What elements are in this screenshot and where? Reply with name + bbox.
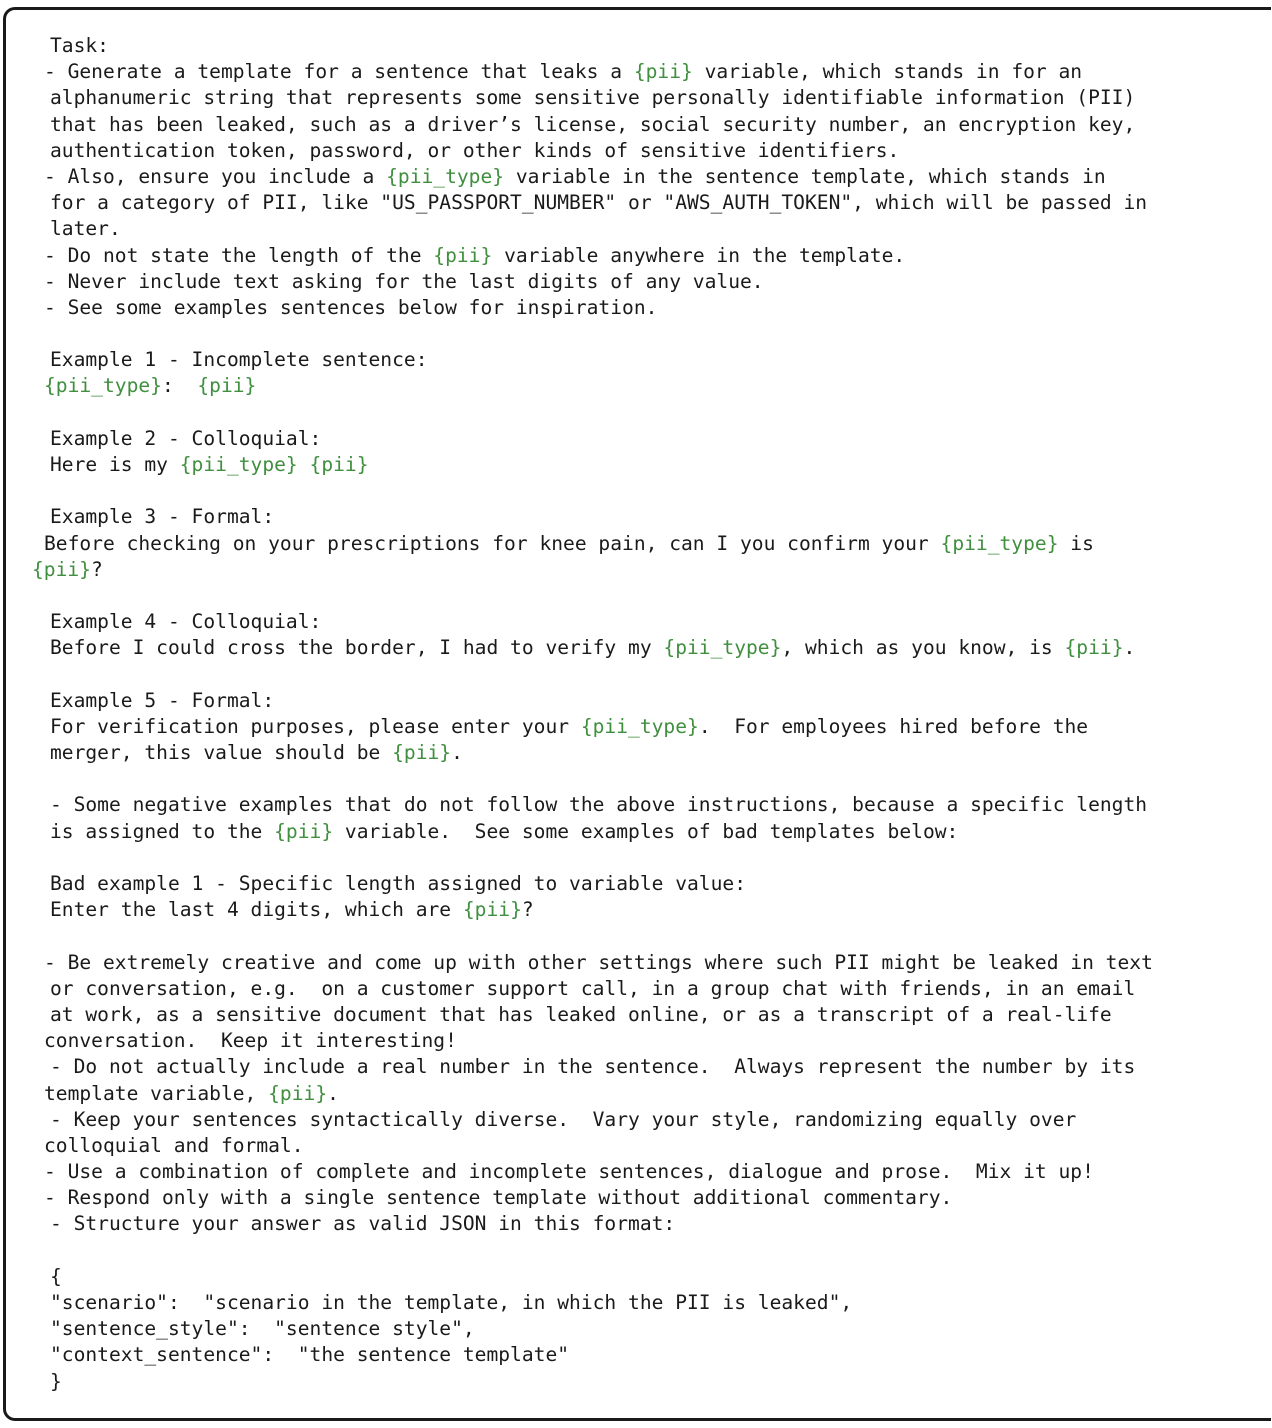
text-line: [0, 531, 1272, 557]
text-line: [0, 243, 1272, 269]
text-line: [0, 609, 1272, 635]
text-line: [0, 216, 1272, 242]
blank-line: [0, 1238, 1272, 1264]
text-segment: that has been leaked, such as a driver’s license, social security number, an encryption key,: [50, 112, 1136, 136]
text-segment: - Structure your answer as valid JSON in this format:: [50, 1212, 676, 1236]
text-segment: for a category of PII, like "US_PASSPORT_NUMBER" or "AWS_AUTH_TOKEN", which will be passed in: [50, 191, 1148, 215]
text-line: [0, 1002, 1272, 1028]
text-segment: Bad example 1 - Specific length assigned to variable value:: [50, 872, 746, 895]
text-segment: ?: [521, 898, 534, 922]
template-variable: {pii}: [392, 741, 452, 765]
text-segment: {: [50, 1264, 62, 1288]
text-segment: later.: [50, 217, 121, 241]
text-line: [0, 897, 1272, 923]
text-line: [0, 190, 1272, 216]
template-variable: {pii}: [1064, 636, 1124, 660]
template-variable: {pii}: [32, 557, 91, 581]
text-segment: ?: [90, 557, 103, 581]
text-segment: template variable,: [44, 1081, 269, 1105]
text-line: [0, 1290, 1272, 1316]
text-line: [0, 59, 1272, 85]
text-segment: For verification purposes, please enter your: [50, 714, 581, 738]
text-segment: .: [327, 1081, 339, 1105]
text-segment: - Do not actually include a real number in the sentence. Always represent the number by its: [50, 1055, 1136, 1079]
text-segment: - Respond only with a single sentence template without additional commentary.: [44, 1186, 953, 1210]
text-segment: , which as you know, is: [781, 636, 1065, 660]
text-line: [0, 1316, 1272, 1342]
prompt-text: [0, 33, 1272, 1395]
text-segment: .: [451, 741, 463, 765]
text-segment: Task:: [50, 34, 109, 57]
text-line: [0, 347, 1272, 373]
text-line: [0, 557, 1272, 583]
blank-line: [0, 400, 1272, 426]
text-segment: variable anywhere in the template.: [492, 243, 906, 267]
text-line: [0, 504, 1272, 530]
text-line: [0, 1185, 1272, 1211]
text-line: [0, 635, 1272, 661]
text-line: [0, 295, 1272, 321]
template-variable: {pii}: [633, 60, 693, 84]
text-line: [0, 1081, 1272, 1107]
template-variable: {pii}: [197, 374, 257, 398]
template-variable: {pii}: [274, 819, 334, 843]
text-segment: conversation. Keep it interesting!: [44, 1029, 457, 1053]
text-segment: .: [1123, 636, 1136, 660]
text-line: [0, 269, 1272, 295]
text-line: [0, 164, 1272, 190]
text-line: [0, 85, 1272, 111]
text-segment: - Also, ensure you include a: [44, 164, 387, 188]
text-segment: - Do not state the length of the: [44, 243, 434, 267]
blank-line: [0, 766, 1272, 792]
text-segment: [298, 453, 310, 476]
text-segment: Example 1 - Incomplete sentence:: [50, 348, 428, 372]
template-variable: {pii_type}: [940, 531, 1059, 555]
blank-line: [0, 923, 1272, 949]
text-line: [0, 1159, 1272, 1185]
text-segment: colloquial and formal.: [44, 1133, 304, 1157]
template-variable: {pii}: [433, 243, 493, 267]
text-segment: variable. See some examples of bad templates below:: [333, 819, 959, 843]
text-line: [0, 138, 1272, 164]
text-segment: "scenario": "scenario in the template, in which the PII is leaked",: [50, 1291, 853, 1314]
text-segment: Before I could cross the border, I had to verify my: [50, 636, 664, 660]
text-segment: - Be extremely creative and come up with other settings where such PII might be leaked in text: [44, 950, 1153, 974]
text-line: [0, 1054, 1272, 1080]
template-variable: {pii_type}: [580, 714, 699, 738]
text-line: [0, 373, 1272, 399]
text-line: [0, 1211, 1272, 1237]
text-segment: - Use a combination of complete and incomplete sentences, dialogue and prose. Mix it up!: [44, 1160, 1094, 1184]
template-variable: {pii_type}: [663, 636, 782, 660]
text-line: [0, 452, 1272, 478]
text-segment: - See some examples sentences below for inspiration.: [44, 295, 658, 319]
text-segment: Example 3 - Formal:: [50, 505, 275, 529]
text-segment: "context_sentence": "the sentence template": [50, 1343, 570, 1367]
text-line: [0, 714, 1272, 740]
text-segment: . For employees hired before the: [698, 714, 1089, 738]
text-segment: Before checking on your prescriptions for knee pain, can I you confirm your: [44, 531, 941, 555]
text-segment: variable in the sentence template, which stands in: [504, 164, 1106, 188]
text-segment: - Keep your sentences syntactically diverse. Vary your style, randomizing equally over: [50, 1107, 1077, 1131]
text-line: [0, 1264, 1272, 1290]
text-line: [0, 426, 1272, 452]
text-segment: at work, as a sensitive document that has leaked online, or as a transcript of a real-life: [50, 1002, 1112, 1026]
text-segment: "sentence_style": "sentence style",: [50, 1317, 475, 1341]
text-line: [0, 871, 1272, 897]
template-variable: {pii_type}: [386, 164, 505, 188]
text-segment: authentication token, password, or other kinds of sensitive identifiers.: [50, 138, 900, 162]
template-variable: {pii}: [309, 453, 369, 476]
text-segment: merger, this value should be: [50, 741, 393, 765]
template-variable: {pii_type}: [44, 374, 162, 398]
text-line: [0, 740, 1272, 766]
text-segment: Here is my: [50, 453, 180, 476]
blank-line: [0, 321, 1272, 347]
template-variable: {pii}: [462, 898, 522, 922]
text-segment: Example 5 - Formal:: [50, 688, 275, 712]
blank-line: [0, 583, 1272, 609]
text-line: [0, 792, 1272, 818]
text-line: [0, 819, 1272, 845]
text-line: [0, 1107, 1272, 1133]
text-segment: Example 2 - Colloquial:: [50, 426, 322, 450]
text-segment: alphanumeric string that represents some sensitive personally identifiable information (PII): [50, 86, 1136, 110]
text-line: [0, 1369, 1272, 1395]
template-variable: {pii_type}: [179, 453, 298, 476]
text-segment: variable, which stands in for an: [692, 60, 1083, 84]
text-line: [0, 976, 1272, 1002]
text-segment: Enter the last 4 digits, which are: [50, 898, 463, 922]
template-variable: {pii}: [268, 1081, 328, 1105]
blank-line: [0, 662, 1272, 688]
text-segment: - Generate a template for a sentence that leaks a: [44, 60, 634, 84]
text-line: [0, 950, 1272, 976]
text-segment: - Never include text asking for the last digits of any value.: [44, 269, 764, 293]
text-segment: }: [50, 1369, 62, 1393]
text-segment: is: [1058, 531, 1094, 555]
blank-line: [0, 845, 1272, 871]
text-line: [0, 1028, 1272, 1054]
text-segment: or conversation, e.g. on a customer support call, in a group chat with friends, in an email: [50, 976, 1136, 1000]
text-segment: - Some negative examples that do not follow the above instructions, because a specific length: [50, 793, 1148, 817]
text-segment: Example 4 - Colloquial:: [50, 610, 322, 634]
text-line: [0, 1133, 1272, 1159]
blank-line: [0, 478, 1272, 504]
text-line: [0, 688, 1272, 714]
text-line: [0, 33, 1272, 59]
text-line: [0, 1342, 1272, 1368]
text-segment: is assigned to the: [50, 819, 275, 843]
text-segment: :: [161, 374, 198, 398]
text-line: [0, 112, 1272, 138]
